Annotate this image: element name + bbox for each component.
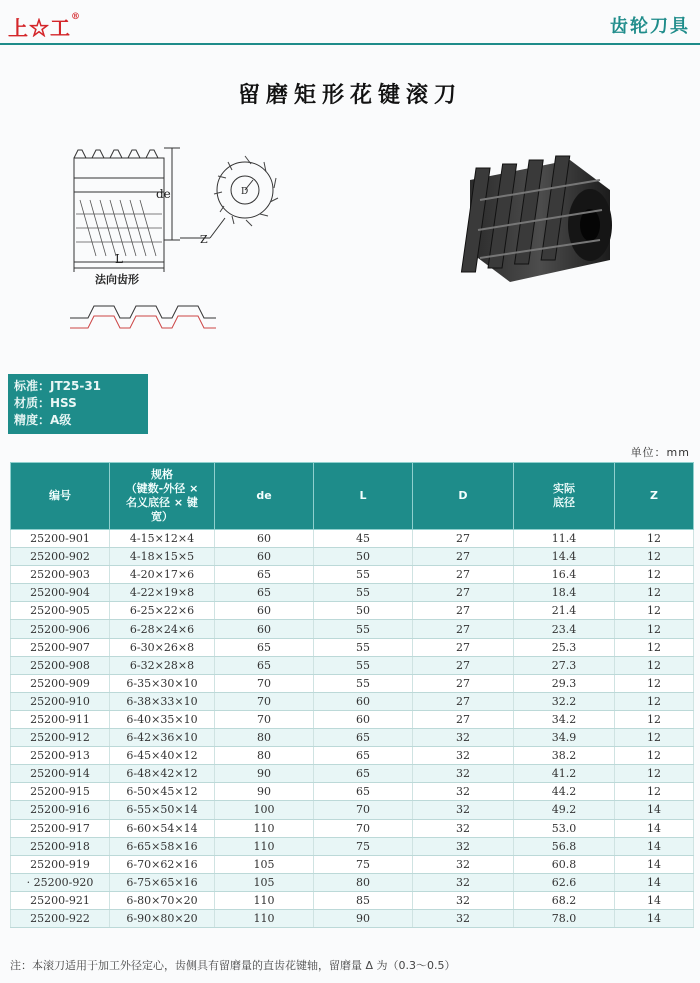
table-row — [11, 855, 694, 873]
table-row — [11, 584, 694, 602]
diagram-caption: 法向齿形 — [95, 273, 139, 286]
cell-z: 12 — [615, 710, 694, 728]
cell-z: 12 — [615, 656, 694, 674]
cell-spec: 4-18×15×5 — [110, 548, 215, 566]
cell-z: 12 — [615, 548, 694, 566]
cell-base: 29.3 — [514, 674, 615, 692]
cell-de: 65 — [215, 638, 314, 656]
cell-spec: 6-30×26×8 — [110, 638, 215, 656]
cell-l: 55 — [314, 584, 413, 602]
page-title: 留磨矩形花键滚刀 — [237, 83, 462, 108]
cell-d: 27 — [413, 620, 514, 638]
cell-base: 62.6 — [514, 873, 615, 891]
cell-z: 12 — [615, 674, 694, 692]
cell-l: 55 — [314, 638, 413, 656]
cell-de: 80 — [215, 729, 314, 747]
cell-code: 25200-921 — [11, 891, 110, 909]
cell-base: 34.2 — [514, 710, 615, 728]
cell-d: 32 — [413, 747, 514, 765]
cell-spec: 6-42×36×10 — [110, 729, 215, 747]
header-L: L — [314, 463, 413, 530]
cell-code: 25200-904 — [11, 584, 110, 602]
cell-spec: 6-55×50×14 — [110, 801, 215, 819]
cell-d: 27 — [413, 656, 514, 674]
cell-code: · 25200-920 — [11, 873, 110, 891]
header-base-line2: 底径 — [553, 496, 575, 509]
cell-d: 27 — [413, 602, 514, 620]
cell-d: 32 — [413, 819, 514, 837]
cell-de: 60 — [215, 602, 314, 620]
table-header-row — [11, 463, 694, 530]
cell-z: 12 — [615, 729, 694, 747]
table-row — [11, 747, 694, 765]
cell-z: 14 — [615, 873, 694, 891]
normal-tooth-profile — [70, 306, 216, 328]
table-row — [11, 620, 694, 638]
cell-z: 12 — [615, 620, 694, 638]
cell-l: 65 — [314, 729, 413, 747]
cell-d: 32 — [413, 765, 514, 783]
cell-l: 65 — [314, 765, 413, 783]
cell-code: 25200-911 — [11, 710, 110, 728]
header-spec-line3: 名义底径 × 键 — [126, 496, 198, 509]
cell-base: 32.2 — [514, 692, 615, 710]
cell-base: 21.4 — [514, 602, 615, 620]
cell-code: 25200-901 — [11, 530, 110, 548]
cell-z: 14 — [615, 909, 694, 927]
cell-d: 32 — [413, 783, 514, 801]
cell-z: 12 — [615, 584, 694, 602]
header-Z: Z — [615, 463, 694, 530]
cell-d: 32 — [413, 909, 514, 927]
cell-l: 65 — [314, 783, 413, 801]
table-row — [11, 765, 694, 783]
header-base — [514, 463, 615, 530]
cell-l: 75 — [314, 855, 413, 873]
cell-z: 14 — [615, 891, 694, 909]
cell-code: 25200-903 — [11, 566, 110, 584]
cell-z: 12 — [615, 638, 694, 656]
cell-l: 55 — [314, 620, 413, 638]
cell-code: 25200-909 — [11, 674, 110, 692]
cell-spec: 6-60×54×14 — [110, 819, 215, 837]
cell-l: 70 — [314, 801, 413, 819]
cell-base: 49.2 — [514, 801, 615, 819]
cell-base: 27.3 — [514, 656, 615, 674]
cell-de: 110 — [215, 891, 314, 909]
cell-l: 45 — [314, 530, 413, 548]
cell-z: 12 — [615, 747, 694, 765]
cell-code: 25200-915 — [11, 783, 110, 801]
label-Z: Z — [200, 233, 208, 246]
table-row — [11, 692, 694, 710]
cell-code: 25200-922 — [11, 909, 110, 927]
cell-d: 27 — [413, 584, 514, 602]
cell-d: 32 — [413, 801, 514, 819]
cell-z: 12 — [615, 602, 694, 620]
cell-spec: 4-20×17×6 — [110, 566, 215, 584]
cell-code: 25200-906 — [11, 620, 110, 638]
cell-spec: 6-80×70×20 — [110, 891, 215, 909]
cell-de: 105 — [215, 855, 314, 873]
cell-d: 27 — [413, 710, 514, 728]
cell-l: 55 — [314, 656, 413, 674]
header-de: de — [215, 463, 314, 530]
cell-l: 85 — [314, 891, 413, 909]
cell-spec: 4-22×19×8 — [110, 584, 215, 602]
cell-z: 14 — [615, 855, 694, 873]
cell-base: 25.3 — [514, 638, 615, 656]
cell-spec: 6-70×62×16 — [110, 855, 215, 873]
cell-code: 25200-919 — [11, 855, 110, 873]
cell-d: 27 — [413, 566, 514, 584]
cell-d: 32 — [413, 873, 514, 891]
header-spec-line4: 宽） — [151, 510, 173, 523]
cell-de: 105 — [215, 873, 314, 891]
header-spec-line2: （键数-外径 × — [125, 482, 199, 495]
cell-spec: 6-65×58×16 — [110, 837, 215, 855]
cell-de: 90 — [215, 783, 314, 801]
cell-de: 70 — [215, 710, 314, 728]
cell-base: 34.9 — [514, 729, 615, 747]
cell-de: 70 — [215, 692, 314, 710]
table-row — [11, 801, 694, 819]
table-row — [11, 656, 694, 674]
cell-l: 50 — [314, 602, 413, 620]
label-D: D — [241, 187, 249, 197]
footnote: 注：本滚刀适用于加工外径定心，齿侧具有留磨量的直齿花键轴，留磨量 Δ 为（0.3～0.5） — [10, 959, 456, 972]
table-row — [11, 710, 694, 728]
label-de: de — [156, 187, 171, 201]
cell-spec: 6-90×80×20 — [110, 909, 215, 927]
label-L: L — [115, 252, 123, 266]
cell-l: 90 — [314, 909, 413, 927]
cell-de: 65 — [215, 584, 314, 602]
cell-z: 12 — [615, 765, 694, 783]
cell-de: 60 — [215, 548, 314, 566]
table-row — [11, 638, 694, 656]
brand-logo — [8, 12, 81, 41]
cell-base: 11.4 — [514, 530, 615, 548]
table-row — [11, 729, 694, 747]
hob-end-view — [180, 156, 278, 238]
cell-l: 60 — [314, 692, 413, 710]
cell-z: 12 — [615, 530, 694, 548]
cell-base: 53.0 — [514, 819, 615, 837]
cell-spec: 6-38×33×10 — [110, 692, 215, 710]
cell-d: 32 — [413, 729, 514, 747]
cell-de: 60 — [215, 530, 314, 548]
cell-base: 68.2 — [514, 891, 615, 909]
brand-name: 上☆工 — [8, 16, 71, 40]
hob-product-photo — [450, 140, 625, 300]
header-D: D — [413, 463, 514, 530]
cell-code: 25200-916 — [11, 801, 110, 819]
table-row — [11, 548, 694, 566]
header-base-line1: 实际 — [553, 482, 575, 495]
brand-registered-mark: ® — [71, 12, 81, 22]
table-row — [11, 837, 694, 855]
table-body — [11, 530, 694, 928]
cell-z: 12 — [615, 566, 694, 584]
table-row — [11, 674, 694, 692]
cell-z: 12 — [615, 783, 694, 801]
cell-spec: 6-50×45×12 — [110, 783, 215, 801]
header-spec — [110, 463, 215, 530]
cell-spec: 6-28×24×6 — [110, 620, 215, 638]
cell-d: 27 — [413, 530, 514, 548]
cell-z: 14 — [615, 837, 694, 855]
cell-de: 100 — [215, 801, 314, 819]
cell-spec: 6-32×28×8 — [110, 656, 215, 674]
cell-base: 41.2 — [514, 765, 615, 783]
table-row — [11, 602, 694, 620]
cell-de: 110 — [215, 819, 314, 837]
spec-precision: 精度：A级 — [14, 413, 72, 427]
spec-box — [8, 374, 148, 434]
table-row — [11, 819, 694, 837]
cell-d: 27 — [413, 638, 514, 656]
cell-l: 50 — [314, 548, 413, 566]
cell-de: 80 — [215, 747, 314, 765]
cell-spec: 6-75×65×16 — [110, 873, 215, 891]
cell-de: 65 — [215, 656, 314, 674]
cell-base: 18.4 — [514, 584, 615, 602]
cell-base: 38.2 — [514, 747, 615, 765]
cell-base: 78.0 — [514, 909, 615, 927]
cell-base: 56.8 — [514, 837, 615, 855]
spec-material: 材质：HSS — [14, 396, 77, 410]
header-spec-line1: 规格 — [151, 468, 173, 481]
cell-l: 60 — [314, 710, 413, 728]
spec-standard: 标准：JT25-31 — [14, 379, 102, 393]
spec-table — [10, 462, 694, 928]
cell-spec: 6-35×30×10 — [110, 674, 215, 692]
cell-code: 25200-913 — [11, 747, 110, 765]
header-code: 编号 — [11, 463, 110, 530]
hob-technical-diagram — [60, 140, 340, 340]
cell-code: 25200-908 — [11, 656, 110, 674]
cell-de: 70 — [215, 674, 314, 692]
cell-de: 60 — [215, 620, 314, 638]
cell-code: 25200-917 — [11, 819, 110, 837]
cell-l: 65 — [314, 747, 413, 765]
cell-l: 80 — [314, 873, 413, 891]
cell-d: 32 — [413, 837, 514, 855]
cell-spec: 6-45×40×12 — [110, 747, 215, 765]
table-row — [11, 783, 694, 801]
cell-base: 16.4 — [514, 566, 615, 584]
cell-d: 27 — [413, 548, 514, 566]
cell-d: 27 — [413, 692, 514, 710]
cell-l: 55 — [314, 674, 413, 692]
cell-z: 14 — [615, 801, 694, 819]
cell-d: 32 — [413, 891, 514, 909]
cell-code: 25200-907 — [11, 638, 110, 656]
table-row — [11, 566, 694, 584]
cell-spec: 6-25×22×6 — [110, 602, 215, 620]
cell-base: 23.4 — [514, 620, 615, 638]
cell-base: 44.2 — [514, 783, 615, 801]
cell-de: 65 — [215, 566, 314, 584]
cell-d: 27 — [413, 674, 514, 692]
table-row — [11, 891, 694, 909]
cell-code: 25200-912 — [11, 729, 110, 747]
cell-base: 60.8 — [514, 855, 615, 873]
cell-spec: 4-15×12×4 — [110, 530, 215, 548]
table-row — [11, 909, 694, 927]
hob-side-view — [74, 148, 180, 272]
category-title: 齿轮刀具 — [610, 16, 690, 37]
cell-code: 25200-910 — [11, 692, 110, 710]
cell-l: 55 — [314, 566, 413, 584]
cell-spec: 6-48×42×12 — [110, 765, 215, 783]
cell-de: 110 — [215, 837, 314, 855]
cell-code: 25200-918 — [11, 837, 110, 855]
cell-z: 12 — [615, 692, 694, 710]
cell-base: 14.4 — [514, 548, 615, 566]
header-divider — [0, 43, 700, 45]
cell-de: 90 — [215, 765, 314, 783]
table-row — [11, 873, 694, 891]
cell-spec: 6-40×35×10 — [110, 710, 215, 728]
cell-l: 75 — [314, 837, 413, 855]
cell-l: 70 — [314, 819, 413, 837]
table-row — [11, 530, 694, 548]
cell-z: 14 — [615, 819, 694, 837]
cell-de: 110 — [215, 909, 314, 927]
cell-d: 32 — [413, 855, 514, 873]
unit-label: 单位：mm — [630, 446, 690, 459]
cell-code: 25200-905 — [11, 602, 110, 620]
cell-code: 25200-902 — [11, 548, 110, 566]
cell-code: 25200-914 — [11, 765, 110, 783]
